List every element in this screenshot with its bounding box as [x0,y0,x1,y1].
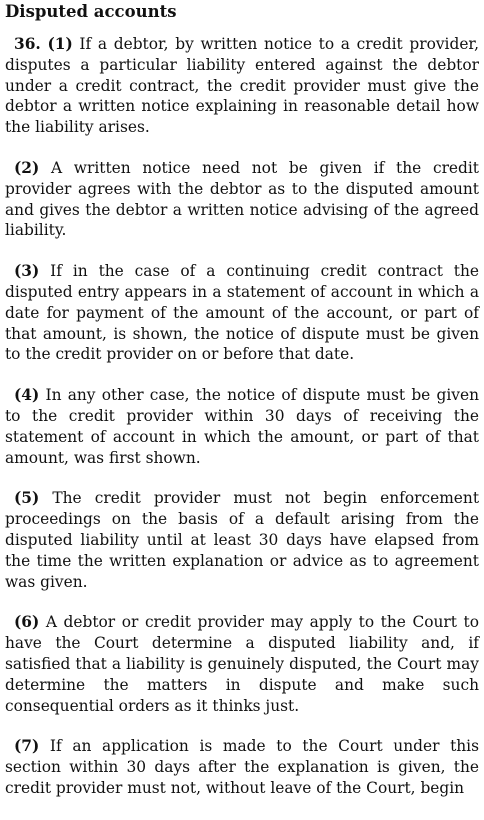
subsection-label: (6) [14,613,40,632]
subsection-label: (4) [14,386,40,405]
subsection-6 [5,612,479,716]
subsection-label: (2) [14,158,40,177]
subsection-text: The credit provider must not begin enforcement proceedings on the basis of a default arising from the disputed liability until at least 30 days have elapsed from the time the written explanation or advice as to agreement was given. [5,489,479,591]
subsection-7 [5,736,479,798]
subsection-label: (5) [14,489,40,508]
subsection-label: (1) [47,35,73,53]
subsection-label: (7) [14,737,40,756]
subsection-text: A written notice need not be given if the credit provider agrees with the debtor as to the disputed amount and gives the debtor a written notice advising of the agreed liability. [5,158,479,240]
subsection-1 [5,34,479,138]
document-page [5,0,479,799]
subsection-text: A debtor or credit provider may apply to the Court to have the Court determine a disputed liability and, if satisfied that a liability is genuinely disputed, the Court may determine the matters in dispute and make such consequential orders as it thinks just. [5,613,479,715]
subsection-3 [5,261,479,365]
section-number: 36. [14,35,41,53]
subsection-label: (3) [14,262,40,281]
subsection-2 [5,158,479,241]
subsection-4 [5,385,479,468]
subsection-text: If a debtor, by written notice to a credit provider, disputes a particular liability entered against the debtor under a credit contract, the credit provider must give the debtor a written notice explaining in reasonable detail how the liability arises. [5,35,479,137]
subsection-text: In any other case, the notice of dispute must be given to the credit provider within 30 days of receiving the statement of account in which the amount, or part of that amount, was first shown. [5,386,479,467]
subsection-text: If an application is made to the Court under this section within 30 days after the explanation is given, the credit provider must not, without leave of the Court, begin [5,737,479,797]
subsection-text: If in the case of a continuing credit contract the disputed entry appears in a statement of account in which a date for payment of the amount of the account, or part of that amount, is shown, the notice of dispute must be given to the credit provider on or before that date. [5,262,479,364]
section-heading: Disputed accounts [5,2,177,21]
subsection-5 [5,488,479,592]
